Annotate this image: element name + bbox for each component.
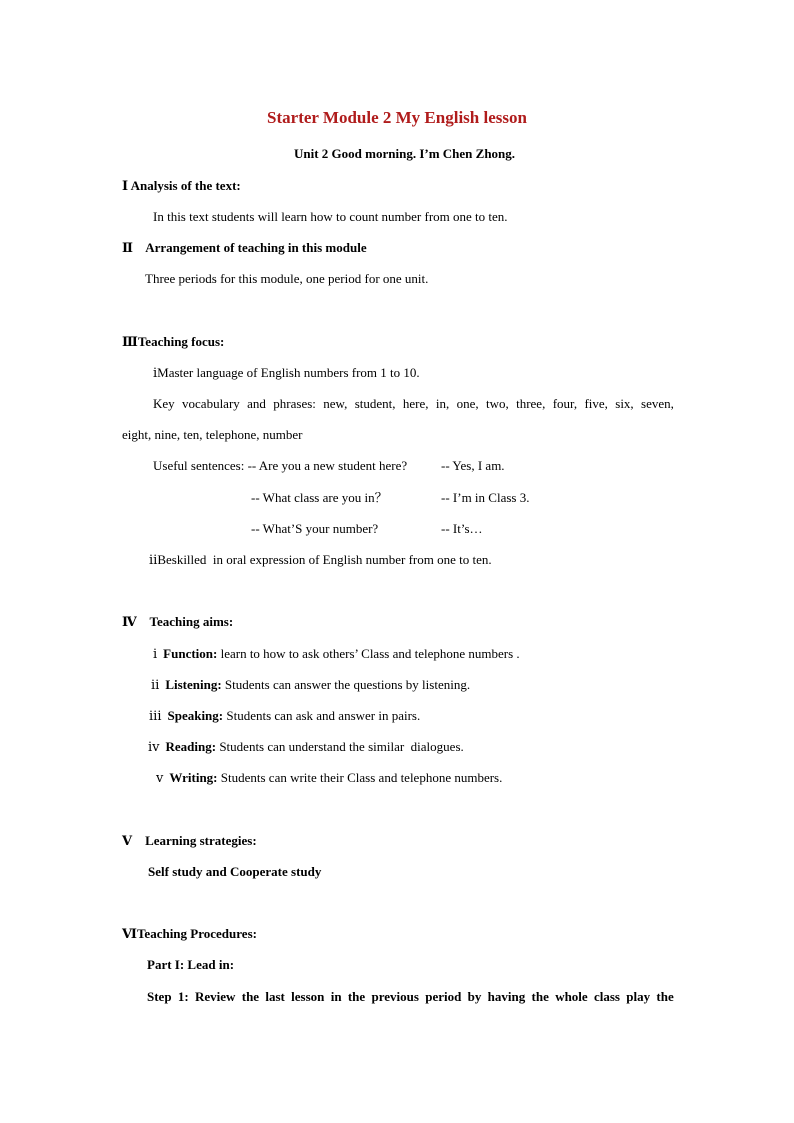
aim-text: Students can ask and answer in pairs. (223, 708, 421, 723)
step-1-word: the (241, 989, 260, 1004)
vocabulary-word: two, (485, 396, 509, 411)
focus-item-1: ⅰMaster language of English numbers from 1 to 10. (153, 365, 420, 380)
step-1-word: having (487, 989, 526, 1004)
teaching-aim-item (151, 677, 470, 693)
aim-numeral: ⅱ (151, 677, 160, 692)
step-1-word: Step (147, 989, 172, 1004)
useful-answer-2: -- I’m in Class 3. (441, 490, 530, 505)
focus-item-2: ⅱBeskilled in oral expression of English number from one to ten. (149, 552, 492, 567)
step-1-word: 1: (177, 989, 189, 1004)
step-1-text (147, 989, 674, 1005)
vocabulary-word: here, (402, 396, 429, 411)
step-1-word: last (265, 989, 285, 1004)
section-2-heading: Ⅱ Arrangement of teaching in this module (122, 240, 367, 255)
aim-numeral: ⅳ (148, 739, 160, 754)
step-1-word: class (593, 989, 620, 1004)
step-1-word: the (656, 989, 674, 1004)
section-5-heading: Ⅴ Learning strategies: (122, 833, 257, 848)
section-2-body: Three periods for this module, one period for one unit. (145, 271, 429, 286)
step-1-word: by (467, 989, 482, 1004)
aim-label: Listening: (165, 677, 222, 692)
vocabulary-word: five, (584, 396, 608, 411)
vocabulary-word: phrases: (273, 396, 316, 411)
section-1-body: In this text students will learn how to count number from one to ten. (153, 209, 508, 224)
teaching-aim-item (148, 739, 464, 755)
section-3-heading: ⅢTeaching focus: (122, 334, 225, 349)
teaching-aim-item (156, 770, 502, 786)
step-1-word: the (347, 989, 366, 1004)
vocabulary-word: three, (516, 396, 546, 411)
vocabulary-word: student, (354, 396, 396, 411)
step-1-word: period (425, 989, 462, 1004)
step-1-word: in (330, 989, 342, 1004)
vocabulary-word: one, (456, 396, 479, 411)
aim-numeral: ⅴ (156, 770, 164, 785)
useful-sentence-2: -- What class are you in？ (251, 490, 388, 505)
vocabulary-word: in, (435, 396, 450, 411)
step-1-word: previous (371, 989, 419, 1004)
vocabulary-word: four, (552, 396, 578, 411)
useful-sentence-3: -- What’S your number? (251, 521, 379, 536)
aim-numeral: ⅲ (149, 708, 162, 723)
aim-text: Students can understand the similar dialogues. (216, 739, 464, 754)
vocabulary-word: Key (153, 396, 175, 411)
vocabulary-word: new, (323, 396, 348, 411)
section-5-body: Self study and Cooperate study (148, 864, 322, 879)
document-title: Starter Module 2 My English lesson (267, 108, 527, 127)
aim-label: Writing: (169, 770, 218, 785)
part-1-heading: Part I: Lead in: (147, 957, 235, 972)
aim-text: Students can answer the questions by listening. (221, 677, 471, 692)
unit-subtitle: Unit 2 Good morning. I’m Chen Zhong. (294, 146, 516, 161)
useful-answer-3: -- It’s… (441, 521, 483, 536)
step-1-word: lesson (291, 989, 325, 1004)
section-6-heading: ⅥTeaching Procedures: (122, 926, 257, 941)
aim-label: Reading: (165, 739, 217, 754)
vocabulary-line-2: eight, nine, ten, telephone, number (122, 427, 303, 442)
aim-text: learn to how to ask others’ Class and telephone numbers . (217, 646, 520, 661)
aim-numeral: ⅰ (153, 646, 158, 661)
step-1-word: Review (195, 989, 236, 1004)
vocabulary-line-1 (153, 396, 674, 412)
useful-answer-1: -- Yes, I am. (441, 458, 505, 473)
section-1-heading: Ⅰ Analysis of the text: (122, 178, 241, 193)
section-4-heading: Ⅳ Teaching aims: (122, 614, 234, 629)
teaching-aim-item (149, 708, 420, 724)
vocabulary-word: vocabulary (182, 396, 240, 411)
step-1-word: play (626, 989, 651, 1004)
aim-label: Function: (163, 646, 218, 661)
vocabulary-word: and (247, 396, 266, 411)
vocabulary-word: six, (615, 396, 634, 411)
teaching-aim-item (153, 646, 520, 662)
aim-text: Students can write their Class and telephone numbers. (217, 770, 503, 785)
aim-label: Speaking: (167, 708, 224, 723)
vocabulary-word: seven, (641, 396, 674, 411)
useful-sentence-1: Useful sentences: -- Are you a new student here? (153, 458, 408, 473)
step-1-word: the (531, 989, 549, 1004)
step-1-word: whole (555, 989, 588, 1004)
